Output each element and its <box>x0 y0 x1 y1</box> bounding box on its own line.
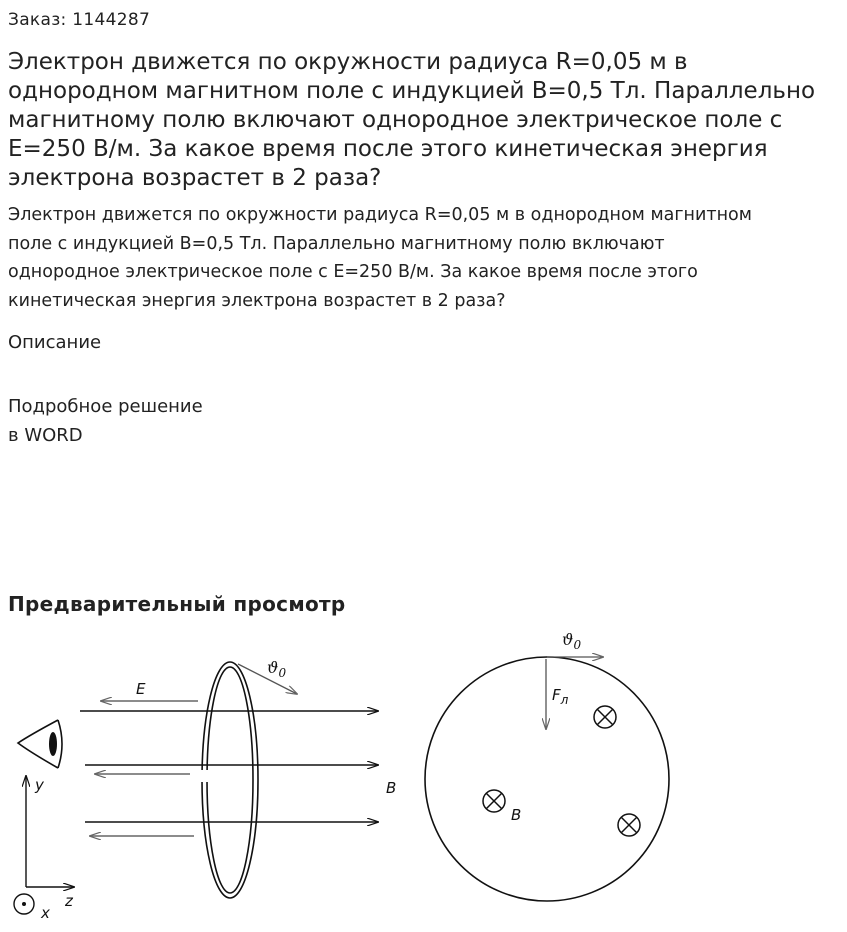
label-v0-right: $ϑ_0$ <box>562 630 582 652</box>
eye-icon <box>18 720 62 768</box>
label-b-left: B <box>386 779 397 797</box>
label-e: E <box>136 680 146 698</box>
orbit-circle <box>425 657 669 901</box>
orbit-ring-inner <box>207 667 253 893</box>
label-x: x <box>41 904 50 922</box>
label-z: z <box>65 892 73 910</box>
problem-text-line: кинетическая энергия электрона возрастет в 2 раза? <box>8 290 506 311</box>
orbit-ring-outer <box>202 662 258 898</box>
order-number: Заказ: 1144287 <box>8 10 151 30</box>
label-b-right: B <box>511 806 522 824</box>
description-line: Подробное решение <box>8 396 203 417</box>
label-fl: $F_л$ <box>552 686 569 707</box>
page-title: Электрон движется по окружности радиуса R=0,05 м в однородном магнитном поле с индукцией B=0,5 Тл. Параллельно магнитному полю включают однородное электрическое поле с E=250 В/м. За какое время после этого кинетическая энергия электрона возрастет в 2 раза? <box>8 49 816 191</box>
problem-text-line: Электрон движется по окружности радиуса R=0,05 м в однородном магнитном <box>8 205 752 225</box>
problem-text-line: поле с индукцией B=0,5 Тл. Параллельно магнитному полю включают <box>8 233 665 254</box>
b-into-page-icon <box>483 790 505 812</box>
description-line: в WORD <box>8 425 83 446</box>
problem-text-line: однородное электрическое поле с E=250 В/м. За какое время после этого <box>8 262 698 282</box>
preview-figure <box>0 620 847 930</box>
description-text <box>8 392 203 450</box>
description-heading: Описание <box>8 332 102 353</box>
label-y: y <box>35 776 44 794</box>
ring-gap <box>198 770 210 782</box>
b-into-page-icon <box>618 814 640 836</box>
problem-text <box>8 201 838 315</box>
label-v0-left: $ϑ_0$ <box>267 658 287 680</box>
x-axis-dot-center <box>22 902 26 906</box>
preview-heading: Предварительный просмотр <box>8 592 346 616</box>
b-into-page-icon <box>594 706 616 728</box>
